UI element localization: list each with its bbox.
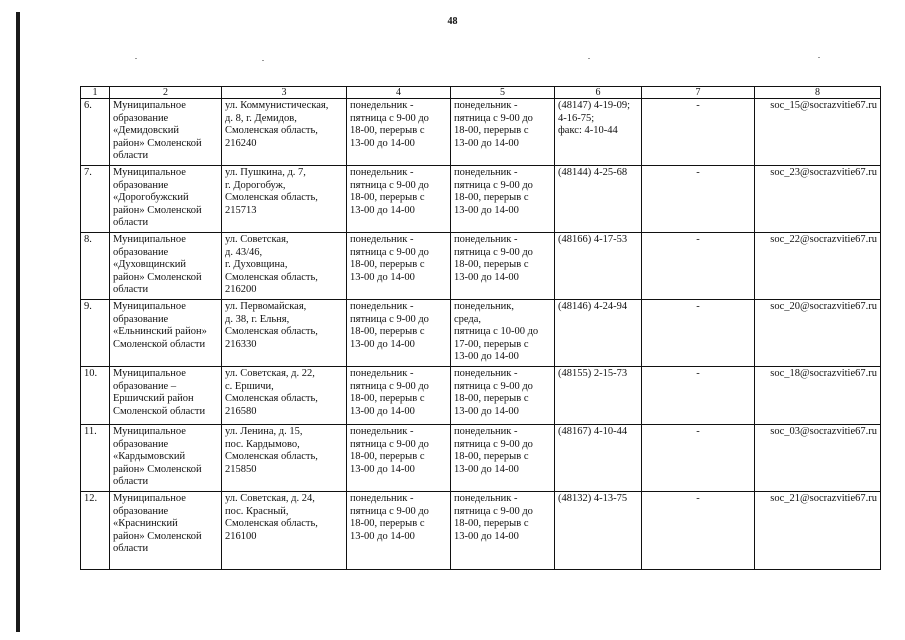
hours-cell: [347, 300, 451, 367]
page-number: 48: [447, 16, 458, 27]
hours2-line: 18-00, перерыв с: [454, 125, 529, 136]
hours2-line: 18-00, перерыв с: [454, 192, 529, 203]
address-line: д. 43/46,: [225, 246, 263, 258]
org-line: области: [113, 150, 149, 161]
organization-cell: [110, 233, 222, 300]
hours1-line: понедельник -: [350, 368, 414, 379]
org-line: район» Смоленской: [113, 204, 202, 216]
address-line: Смоленская область,: [225, 393, 318, 404]
org-line: «Кардымовский: [113, 451, 186, 462]
hours2-line: 13-00 до 14-00: [454, 137, 519, 149]
email-cell: soc_03@socrazvitie67.ru: [755, 425, 881, 492]
phone-line: (48144) 4-25-68: [558, 167, 628, 178]
reception-hours-cell: [451, 233, 555, 300]
phone-cell: [555, 367, 642, 425]
hours-cell: [347, 166, 451, 233]
hours-cell: [347, 233, 451, 300]
hours1-line: 13-00 до 14-00: [350, 204, 415, 216]
address-line: 216200: [225, 284, 257, 295]
hours1-line: 18-00, перерыв с: [350, 451, 425, 462]
hours2-line: 18-00, перерыв с: [454, 393, 529, 404]
address-line: ул. Пушкина, д. 7,: [225, 167, 306, 178]
org-line: образование: [113, 179, 169, 191]
scan-speck: [588, 58, 590, 59]
address-line: ул. Советская,: [225, 234, 289, 245]
phone-cell: [555, 233, 642, 300]
address-line: Смоленская область,: [225, 326, 318, 337]
hours2-line: 13-00 до 14-00: [454, 530, 519, 542]
hours1-line: 13-00 до 14-00: [350, 137, 415, 149]
row-number: 12.: [81, 492, 110, 570]
hours2-line: 13-00 до 14-00: [454, 463, 519, 475]
org-line: район» Смоленской: [113, 463, 202, 475]
hours1-line: пятница с 9-00 до: [350, 179, 429, 191]
column-header: 5: [451, 87, 555, 99]
hours2-line: понедельник -: [454, 100, 518, 111]
organization-cell: [110, 300, 222, 367]
address-line: 216580: [225, 405, 257, 417]
column-header: 2: [110, 87, 222, 99]
row-number: 10.: [81, 367, 110, 425]
reception-hours-cell: [451, 300, 555, 367]
org-line: «Ельнинский район»: [113, 326, 207, 337]
phone-cell: [555, 492, 642, 570]
phone-cell: [555, 300, 642, 367]
phone-line: (48167) 4-10-44: [558, 426, 628, 437]
table-row: [81, 492, 881, 570]
address-line: пос. Кардымово,: [225, 438, 300, 450]
hours2-line: понедельник -: [454, 234, 518, 245]
column-7-cell: -: [642, 425, 755, 492]
address-line: Смоленская область,: [225, 125, 318, 136]
hours1-line: понедельник -: [350, 100, 414, 111]
email-cell: soc_23@socrazvitie67.ru: [755, 166, 881, 233]
hours1-line: понедельник -: [350, 301, 414, 312]
hours1-line: понедельник -: [350, 426, 414, 437]
table-row: [81, 99, 881, 166]
org-line: Ершичский район: [113, 393, 194, 404]
org-line: Смоленской области: [113, 405, 206, 417]
scan-speck: [262, 60, 264, 61]
hours1-line: 18-00, перерыв с: [350, 518, 425, 529]
organization-cell: [110, 492, 222, 570]
table-row: [81, 425, 881, 492]
org-line: области: [113, 284, 149, 295]
hours-cell: [347, 425, 451, 492]
phone-line: (48132) 4-13-75: [558, 493, 628, 504]
hours1-line: 18-00, перерыв с: [350, 393, 425, 404]
phone-line: (48147) 4-19-09;: [558, 100, 631, 111]
org-line: образование: [113, 112, 169, 124]
column-header: 8: [755, 87, 881, 99]
hours1-line: 13-00 до 14-00: [350, 530, 415, 542]
address-line: г. Дорогобуж,: [225, 179, 286, 191]
address-cell: [222, 300, 347, 367]
hours1-line: 18-00, перерыв с: [350, 125, 425, 136]
table-row: [81, 233, 881, 300]
org-line: Муниципальное: [113, 234, 186, 245]
org-line: области: [113, 543, 149, 554]
org-line: Муниципальное: [113, 426, 186, 437]
phone-line: факс: 4-10-44: [558, 125, 618, 136]
hours2-line: пятница с 9-00 до: [454, 179, 533, 191]
org-line: образование: [113, 438, 169, 450]
hours1-line: пятница с 9-00 до: [350, 380, 429, 392]
column-7-cell: -: [642, 99, 755, 166]
address-line: ул. Коммунистическая,: [225, 100, 329, 111]
column-header: 1: [81, 87, 110, 99]
header-row: [81, 87, 881, 99]
address-line: Смоленская область,: [225, 271, 318, 283]
org-line: области: [113, 476, 149, 487]
address-line: с. Ершичи,: [225, 380, 274, 392]
column-header: 7: [642, 87, 755, 99]
hours-cell: [347, 99, 451, 166]
hours2-line: понедельник -: [454, 426, 518, 437]
address-line: Смоленская область,: [225, 451, 318, 462]
hours-cell: [347, 492, 451, 570]
hours1-line: пятница с 9-00 до: [350, 246, 429, 258]
org-line: Муниципальное: [113, 368, 186, 379]
hours1-line: пятница с 9-00 до: [350, 438, 429, 450]
email-cell: soc_15@socrazvitie67.ru: [755, 99, 881, 166]
hours2-line: 13-00 до 14-00: [454, 405, 519, 417]
phone-line: 4-16-75;: [558, 112, 595, 124]
hours2-line: пятница с 9-00 до: [454, 380, 533, 392]
address-line: д. 38, г. Ельня,: [225, 313, 290, 325]
hours1-line: пятница с 9-00 до: [350, 313, 429, 325]
hours2-line: пятница с 9-00 до: [454, 112, 533, 124]
org-line: Смоленской области: [113, 338, 206, 350]
org-line: Муниципальное: [113, 301, 186, 312]
phone-line: (48166) 4-17-53: [558, 234, 628, 245]
address-cell: [222, 492, 347, 570]
address-cell: [222, 367, 347, 425]
email-cell: soc_21@socrazvitie67.ru: [755, 492, 881, 570]
address-line: 216330: [225, 338, 257, 350]
address-line: Смоленская область,: [225, 192, 318, 203]
org-line: образование: [113, 313, 169, 325]
hours1-line: пятница с 9-00 до: [350, 112, 429, 124]
column-header: 3: [222, 87, 347, 99]
left-margin-bar: [16, 12, 20, 632]
column-7-cell: -: [642, 367, 755, 425]
phone-cell: [555, 99, 642, 166]
row-number: 7.: [81, 166, 110, 233]
column-header: 4: [347, 87, 451, 99]
org-line: «Демидовский: [113, 125, 179, 136]
address-line: 215850: [225, 463, 257, 475]
hours2-line: понедельник -: [454, 368, 518, 379]
column-7-cell: -: [642, 300, 755, 367]
organization-cell: [110, 367, 222, 425]
address-line: ул. Первомайская,: [225, 301, 307, 312]
column-7-cell: -: [642, 166, 755, 233]
org-line: район» Смоленской: [113, 137, 202, 149]
hours1-line: понедельник -: [350, 234, 414, 245]
address-cell: [222, 233, 347, 300]
hours2-line: 13-00 до 14-00: [454, 351, 519, 362]
hours2-line: пятница с 9-00 до: [454, 246, 533, 258]
hours2-line: 18-00, перерыв с: [454, 259, 529, 270]
table-row: [81, 300, 881, 367]
organization-cell: [110, 425, 222, 492]
row-number: 6.: [81, 99, 110, 166]
row-number: 11.: [81, 425, 110, 492]
org-line: области: [113, 217, 149, 228]
hours1-line: 18-00, перерыв с: [350, 192, 425, 203]
address-line: ул. Ленина, д. 15,: [225, 426, 303, 437]
hours1-line: 18-00, перерыв с: [350, 326, 425, 337]
address-cell: [222, 99, 347, 166]
address-line: 216100: [225, 530, 257, 542]
hours1-line: 13-00 до 14-00: [350, 463, 415, 475]
column-7-cell: -: [642, 492, 755, 570]
hours1-line: 13-00 до 14-00: [350, 338, 415, 350]
org-line: Муниципальное: [113, 167, 186, 178]
org-line: «Краснинский: [113, 518, 178, 529]
email-cell: soc_20@socrazvitie67.ru: [755, 300, 881, 367]
email-cell: soc_18@socrazvitie67.ru: [755, 367, 881, 425]
phone-line: (48155) 2-15-73: [558, 368, 628, 379]
hours2-line: понедельник -: [454, 167, 518, 178]
row-number: 9.: [81, 300, 110, 367]
hours2-line: 13-00 до 14-00: [454, 271, 519, 283]
org-line: район» Смоленской: [113, 271, 202, 283]
hours1-line: понедельник -: [350, 493, 414, 504]
organization-cell: [110, 166, 222, 233]
hours1-line: понедельник -: [350, 167, 414, 178]
phone-cell: [555, 166, 642, 233]
hours2-line: пятница с 9-00 до: [454, 438, 533, 450]
reception-hours-cell: [451, 425, 555, 492]
phone-line: (48146) 4-24-94: [558, 301, 628, 312]
email-cell: soc_22@socrazvitie67.ru: [755, 233, 881, 300]
address-line: пос. Красный,: [225, 505, 289, 517]
organizations-table: [80, 86, 881, 570]
org-line: образование: [113, 246, 169, 258]
address-line: 215713: [225, 204, 257, 216]
table-row: [81, 166, 881, 233]
hours2-line: среда,: [454, 313, 482, 325]
hours1-line: 18-00, перерыв с: [350, 259, 425, 270]
table-row: [81, 367, 881, 425]
hours2-line: 18-00, перерыв с: [454, 518, 529, 529]
column-7-cell: -: [642, 233, 755, 300]
hours2-line: пятница с 9-00 до: [454, 505, 533, 517]
address-line: д. 8, г. Демидов,: [225, 112, 297, 124]
phone-cell: [555, 425, 642, 492]
reception-hours-cell: [451, 99, 555, 166]
organization-cell: [110, 99, 222, 166]
hours1-line: 13-00 до 14-00: [350, 405, 415, 417]
address-line: ул. Советская, д. 22,: [225, 368, 315, 379]
address-line: г. Духовщина,: [225, 259, 288, 270]
org-line: район» Смоленской: [113, 530, 202, 542]
address-line: ул. Советская, д. 24,: [225, 493, 315, 504]
address-line: 216240: [225, 137, 257, 149]
hours1-line: 13-00 до 14-00: [350, 271, 415, 283]
reception-hours-cell: [451, 492, 555, 570]
reception-hours-cell: [451, 166, 555, 233]
reception-hours-cell: [451, 367, 555, 425]
org-line: образование: [113, 505, 169, 517]
hours1-line: пятница с 9-00 до: [350, 505, 429, 517]
org-line: образование –: [113, 380, 177, 392]
hours2-line: понедельник -: [454, 493, 518, 504]
hours2-line: понедельник,: [454, 301, 515, 312]
row-number: 8.: [81, 233, 110, 300]
scan-speck: [135, 58, 137, 59]
org-line: «Дорогобужский: [113, 192, 189, 203]
column-header: 6: [555, 87, 642, 99]
address-cell: [222, 166, 347, 233]
org-line: Муниципальное: [113, 100, 186, 111]
scan-speck: [818, 57, 820, 58]
hours2-line: 18-00, перерыв с: [454, 451, 529, 462]
hours-cell: [347, 367, 451, 425]
hours2-line: пятница с 10-00 до: [454, 326, 539, 337]
hours2-line: 13-00 до 14-00: [454, 204, 519, 216]
address-cell: [222, 425, 347, 492]
org-line: «Духовщинский: [113, 259, 187, 270]
hours2-line: 17-00, перерыв с: [454, 338, 529, 350]
address-line: Смоленская область,: [225, 518, 318, 529]
org-line: Муниципальное: [113, 493, 186, 504]
